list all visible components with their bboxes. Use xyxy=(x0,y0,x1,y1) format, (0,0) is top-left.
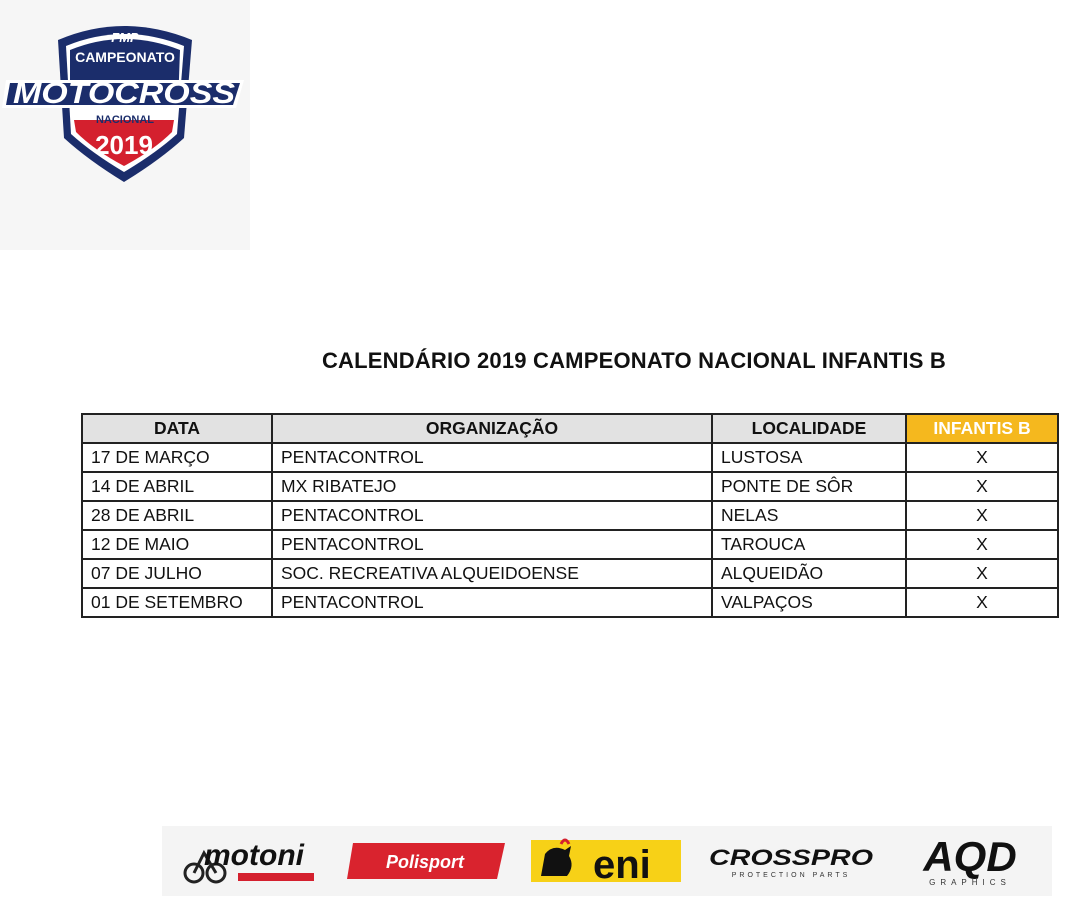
championship-logo-area xyxy=(0,0,250,250)
calendar-table xyxy=(81,413,1059,618)
cell-date: 01 DE SETEMBRO xyxy=(82,588,272,617)
cell-date: 17 DE MARÇO xyxy=(82,443,272,472)
cell-mark: X xyxy=(906,443,1058,472)
sponsor-bar xyxy=(162,826,1052,896)
cell-date: 07 DE JULHO xyxy=(82,559,272,588)
sponsor-crosspro-subtext: PROTECTION PARTS xyxy=(731,872,850,879)
table-row xyxy=(82,501,1058,530)
cell-organization: SOC. RECREATIVA ALQUEIDOENSE xyxy=(272,559,712,588)
cell-locality: ALQUEIDÃO xyxy=(712,559,906,588)
cell-organization: PENTACONTROL xyxy=(272,443,712,472)
cell-locality: PONTE DE SÔR xyxy=(712,472,906,501)
sponsor-aqd-subtext: GRAPHICS xyxy=(929,878,1012,887)
cell-locality: LUSTOSA xyxy=(712,443,906,472)
sponsor-aqd-text: AQD xyxy=(923,833,1017,880)
cell-organization: PENTACONTROL xyxy=(272,530,712,559)
cell-mark: X xyxy=(906,559,1058,588)
logo-org: FMP xyxy=(111,30,139,45)
cell-date: 14 DE ABRIL xyxy=(82,472,272,501)
cell-date: 28 DE ABRIL xyxy=(82,501,272,530)
header-organizacao: ORGANIZAÇÃO xyxy=(272,414,712,443)
cell-locality: VALPAÇOS xyxy=(712,588,906,617)
cell-mark: X xyxy=(906,501,1058,530)
cell-organization: PENTACONTROL xyxy=(272,501,712,530)
logo-line3: NACIONAL xyxy=(95,114,155,126)
sponsor-eni-text: eni xyxy=(592,843,651,886)
table-row xyxy=(82,472,1058,501)
header-infantis-b: INFANTIS B xyxy=(906,414,1058,443)
header-data: DATA xyxy=(82,414,272,443)
cell-locality: TAROUCA xyxy=(712,530,906,559)
page-title: CALENDÁRIO 2019 CAMPEONATO NACIONAL INFANTIS B xyxy=(321,348,947,373)
sponsor-polisport-logo xyxy=(347,839,507,883)
sponsor-polisport-text: Polisport xyxy=(386,852,465,872)
logo-line2: MOTOCROSS xyxy=(13,77,235,110)
table-row xyxy=(82,559,1058,588)
cell-mark: X xyxy=(906,588,1058,617)
cell-date: 12 DE MAIO xyxy=(82,530,272,559)
sponsor-motoni-logo xyxy=(174,831,324,891)
cell-mark: X xyxy=(906,472,1058,501)
cell-locality: NELAS xyxy=(712,501,906,530)
sponsor-motoni-text: motoni xyxy=(203,839,304,872)
table-header-row xyxy=(82,414,1058,443)
championship-logo xyxy=(0,10,250,190)
cell-organization: PENTACONTROL xyxy=(272,588,712,617)
cell-organization: MX RIBATEJO xyxy=(272,472,712,501)
sponsor-eni-logo xyxy=(531,836,681,886)
sponsor-aqd-logo xyxy=(900,833,1040,889)
header-localidade: LOCALIDADE xyxy=(712,414,906,443)
logo-line1: CAMPEONATO xyxy=(75,49,175,65)
sponsor-crosspro-logo xyxy=(705,839,877,883)
table-row xyxy=(82,443,1058,472)
logo-year: 2019 xyxy=(95,130,153,160)
cell-mark: X xyxy=(906,530,1058,559)
table-row xyxy=(82,530,1058,559)
table-row xyxy=(82,588,1058,617)
sponsor-crosspro-text: CROSSPRO xyxy=(708,845,873,870)
